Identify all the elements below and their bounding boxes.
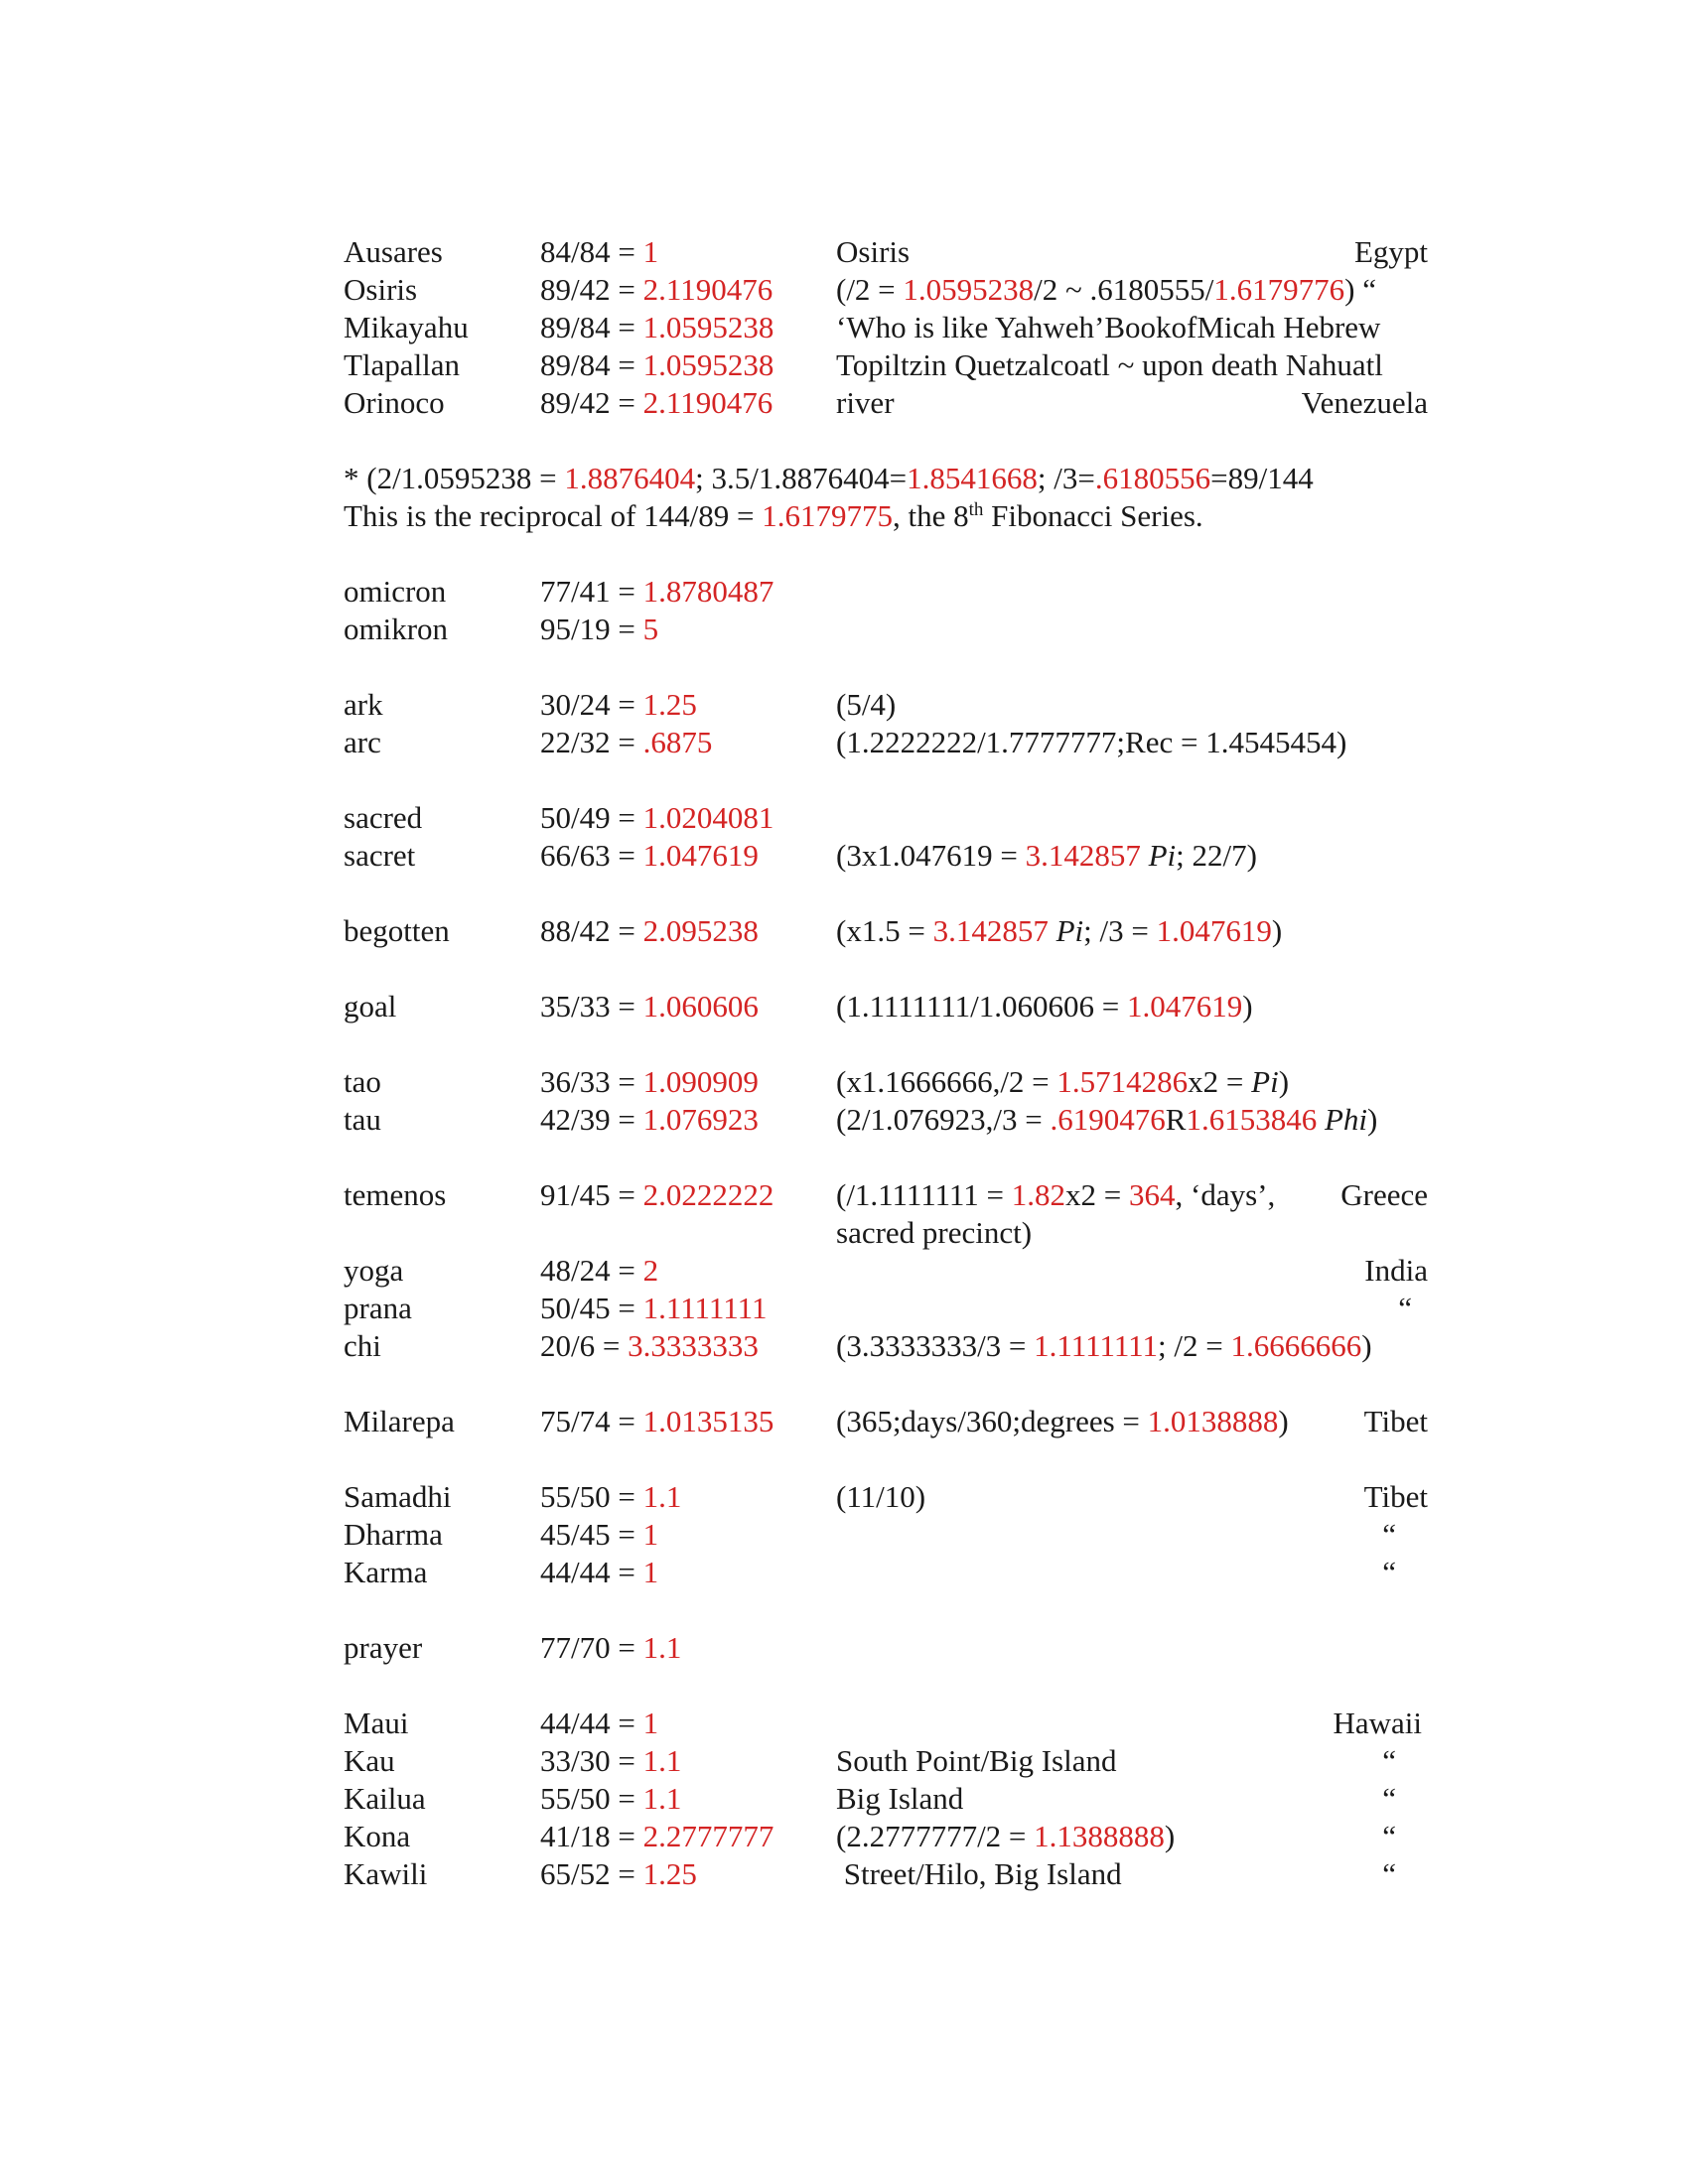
entry-ratio: 77/70 = 1.1 [540, 1630, 682, 1665]
entry-word: yoga [344, 1253, 404, 1288]
entry-row [0, 1479, 1688, 1517]
entry-description: (x1.5 = 3.142857 Pi; /3 = 1.047619) [836, 913, 1283, 948]
entry-word: chi [344, 1328, 381, 1363]
entry-word: sacred [344, 800, 423, 835]
entry-row [0, 1743, 1688, 1781]
entry-region: Tibet [1363, 1479, 1428, 1514]
entry-description: (5/4) [836, 687, 897, 722]
entry-value: 1.0595238 [642, 310, 774, 344]
entry-word: Karma [344, 1555, 428, 1589]
entry-region: India [1364, 1253, 1428, 1288]
entry-description: (/2 = 1.0595238/2 ~ .6180555/1.6179776) “ [836, 272, 1377, 307]
entry-description: river [836, 385, 895, 420]
entry-row [0, 1177, 1688, 1215]
entry-ratio: 20/6 = 3.3333333 [540, 1328, 759, 1363]
entry-row [0, 347, 1688, 385]
entry-description: (2/1.076923,/3 = .6190476R1.6153846 Phi) [836, 1102, 1378, 1137]
entry-ratio: 44/44 = 1 [540, 1555, 659, 1589]
entry-value: 2.1190476 [642, 272, 774, 307]
entry-region: Tibet [1363, 1404, 1428, 1438]
entry-word: tao [344, 1064, 381, 1099]
entry-row-continuation [0, 1215, 1688, 1253]
entry-row [0, 1819, 1688, 1856]
entry-ratio: 55/50 = 1.1 [540, 1781, 682, 1816]
entry-ratio: 33/30 = 1.1 [540, 1743, 682, 1778]
entry-ratio: 65/52 = 1.25 [540, 1856, 697, 1891]
entry-word: arc [344, 725, 381, 759]
entry-row [0, 1555, 1688, 1592]
entry-row [0, 310, 1688, 347]
entry-row [0, 272, 1688, 310]
entry-row [0, 1328, 1688, 1366]
entry-row [0, 989, 1688, 1026]
entry-region-ditto: “ [1398, 1291, 1412, 1325]
entry-region: Egypt [1353, 234, 1428, 269]
entry-ratio: 22/32 = .6875 [540, 725, 713, 759]
entry-word: Tlapallan [344, 347, 461, 382]
entry-description: Osiris [836, 234, 911, 269]
entry-ratio: 50/45 = 1.1111111 [540, 1291, 768, 1325]
entry-description: (2.2777777/2 = 1.1388888) [836, 1819, 1176, 1853]
entry-ratio: 91/45 = 2.0222222 [540, 1177, 774, 1212]
entry-ratio: 36/33 = 1.090909 [540, 1064, 759, 1099]
entry-ratio: 44/44 = 1 [540, 1706, 659, 1740]
entry-region-ditto: “ [1382, 1517, 1396, 1552]
entry-word: Maui [344, 1706, 409, 1740]
entry-word: prana [344, 1291, 412, 1325]
entry-word: sacret [344, 838, 416, 873]
entry-description: (/1.1111111 = 1.82x2 = 364, ‘days’, [836, 1177, 1276, 1212]
entry-word: Samadhi [344, 1479, 452, 1514]
entry-ratio: 42/39 = 1.076923 [540, 1102, 759, 1137]
entry-row [0, 574, 1688, 612]
entry-description: (1.1111111/1.060606 = 1.047619) [836, 989, 1253, 1024]
entry-region-ditto: “ [1382, 1819, 1396, 1853]
entry-region: Greece [1340, 1177, 1428, 1212]
entry-region-ditto: “ [1382, 1856, 1396, 1891]
entry-ratio: 66/63 = 1.047619 [540, 838, 759, 873]
entry-ratio: 50/49 = 1.0204081 [540, 800, 774, 835]
entry-row [0, 800, 1688, 838]
entry-word: tau [344, 1102, 381, 1137]
entry-description: (1.2222222/1.7777777;Rec = 1.4545454) [836, 725, 1347, 759]
entry-word: Kawili [344, 1856, 428, 1891]
entry-row [0, 838, 1688, 876]
entry-word: omicron [344, 574, 447, 609]
entry-ratio: 89/84 = 1.0595238 [540, 310, 774, 344]
entry-ratio: 45/45 = 1 [540, 1517, 659, 1552]
entry-word: Mikayahu [344, 310, 469, 344]
entry-region-ditto: “ [1382, 1743, 1396, 1778]
entry-ratio: 89/84 = 1.0595238 [540, 347, 774, 382]
entry-region: Hawaii [1333, 1706, 1422, 1740]
entry-word: omikron [344, 612, 449, 646]
entry-ratio: 48/24 = 2 [540, 1253, 659, 1288]
entry-ratio: 55/50 = 1.1 [540, 1479, 682, 1514]
entry-region-ditto: “ [1382, 1555, 1396, 1589]
entry-description: Big Island [836, 1781, 964, 1816]
entry-row [0, 1781, 1688, 1819]
entry-row [0, 913, 1688, 951]
entry-row [0, 1253, 1688, 1291]
entry-ratio: 77/41 = 1.8780487 [540, 574, 774, 609]
entry-ratio: 35/33 = 1.060606 [540, 989, 759, 1024]
entry-region: Venezuela [1301, 385, 1428, 420]
entry-ratio: 88/42 = 2.095238 [540, 913, 759, 948]
entry-word: Osiris [344, 272, 418, 307]
entry-description: sacred precinct) [836, 1215, 1033, 1250]
entry-description: South Point/Big Island [836, 1743, 1117, 1778]
entry-row [0, 725, 1688, 762]
entry-row [0, 1064, 1688, 1102]
entry-description: Topiltzin Quetzalcoatl ~ upon death Nahuatl [836, 347, 1383, 382]
entry-word: goal [344, 989, 397, 1024]
entry-value: 2.1190476 [642, 385, 774, 420]
entry-row [0, 1856, 1688, 1894]
entry-description: (11/10) [836, 1479, 926, 1514]
entry-ratio: 84/84 = 1 [540, 234, 659, 269]
entry-ratio: 95/19 = 5 [540, 612, 659, 646]
footnote-line-2: This is the reciprocal of 144/89 = 1.6179775, the 8th Fibonacci Series. [344, 498, 1203, 533]
entry-word: prayer [344, 1630, 423, 1665]
entry-word: Ausares [344, 234, 443, 269]
entry-row [0, 1404, 1688, 1441]
entry-word: Orinoco [344, 385, 445, 420]
entry-word: begotten [344, 913, 450, 948]
entry-ratio: 30/24 = 1.25 [540, 687, 697, 722]
entry-word: Milarepa [344, 1404, 455, 1438]
entry-description: (3.3333333/3 = 1.1111111; /2 = 1.6666666) [836, 1328, 1372, 1363]
entry-row [0, 1630, 1688, 1668]
entry-description: (x1.1666666,/2 = 1.5714286x2 = Pi) [836, 1064, 1290, 1099]
entry-row [0, 1517, 1688, 1555]
entry-word: Kau [344, 1743, 395, 1778]
entry-description: (365;days/360;degrees = 1.0138888) [836, 1404, 1289, 1438]
entry-row [0, 687, 1688, 725]
entry-description: ‘Who is like Yahweh’BookofMicah Hebrew [836, 310, 1381, 344]
entry-description: Street/Hilo, Big Island [836, 1856, 1122, 1891]
entry-row [0, 1706, 1688, 1743]
entry-region-ditto: “ [1382, 1781, 1396, 1816]
entry-ratio: 89/42 = 2.1190476 [540, 272, 774, 307]
entry-row [0, 1102, 1688, 1140]
entry-value: 1.0595238 [642, 347, 774, 382]
entry-description: (3x1.047619 = 3.142857 Pi; 22/7) [836, 838, 1257, 873]
entry-word: Kona [344, 1819, 411, 1853]
entry-row [0, 234, 1688, 272]
entry-ratio: 89/42 = 2.1190476 [540, 385, 774, 420]
entry-word: temenos [344, 1177, 447, 1212]
entry-row [0, 1291, 1688, 1328]
footnote-line-1: * (2/1.0595238 = 1.8876404; 3.5/1.8876404=1.8541668; /3=.6180556=89/144 [344, 461, 1314, 495]
entry-ratio: 41/18 = 2.2777777 [540, 1819, 774, 1853]
entry-ratio: 75/74 = 1.0135135 [540, 1404, 774, 1438]
entry-word: ark [344, 687, 383, 722]
entry-row [0, 612, 1688, 649]
entry-word: Dharma [344, 1517, 443, 1552]
entry-value: 1 [642, 234, 659, 269]
entry-row [0, 385, 1688, 423]
entry-word: Kailua [344, 1781, 426, 1816]
